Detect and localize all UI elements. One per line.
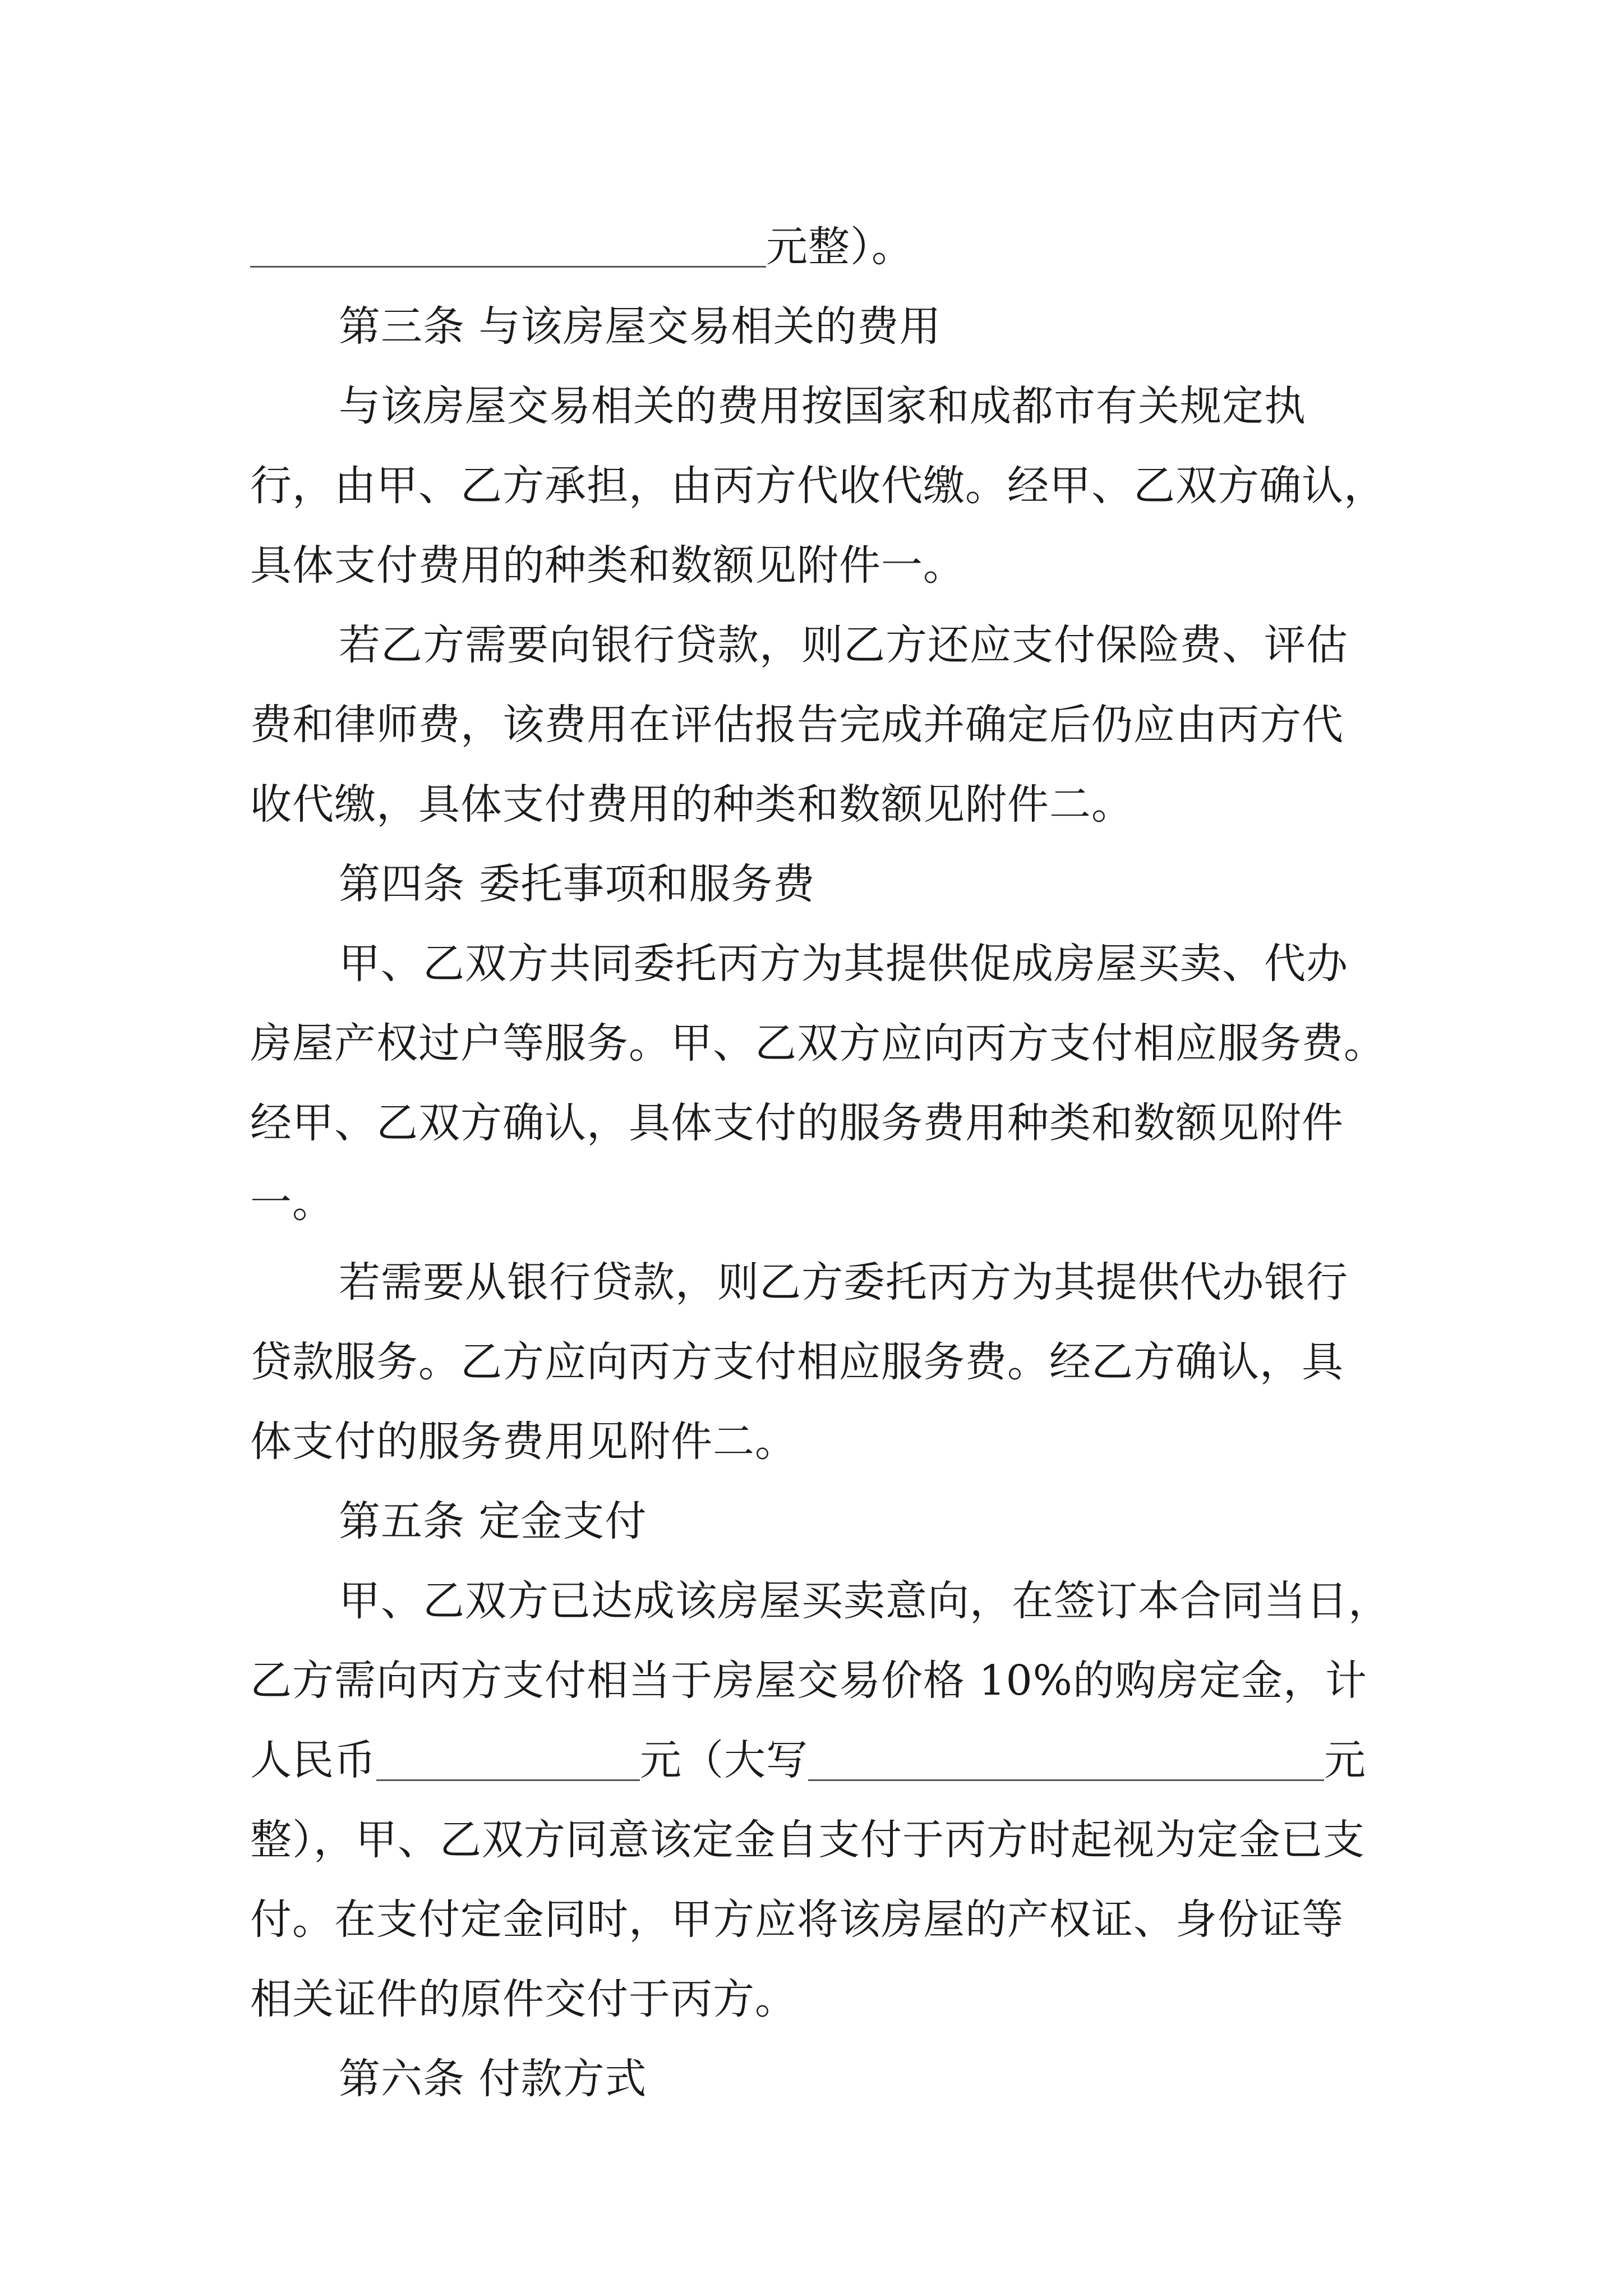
paragraph-line: 整），甲、乙双方同意该定金自支付于丙方时起视为定金已支 [250, 1816, 1365, 1864]
fill-in-blank-deposit-amount[interactable] [376, 1738, 640, 1781]
paragraph-line: 乙方需向丙方支付相当于房屋交易价格 10%的购房定金，计 [250, 1657, 1367, 1705]
text-fragment: 元（大写 [640, 1736, 808, 1784]
text-fragment: 人民币 [250, 1736, 376, 1784]
paragraph-line: 费和律师费，该费用在评估报告完成并确定后仍应由丙方代 [250, 701, 1344, 749]
article-heading-4: 第四条 委托事项和服务费 [339, 860, 815, 908]
paragraph-line: 若乙方需要向银行贷款，则乙方还应支付保险费、评估 [339, 621, 1348, 669]
fill-in-blank-deposit-words[interactable] [808, 1738, 1324, 1781]
text-fragment: 元 [1324, 1736, 1366, 1784]
article-heading-3: 第三条 与该房屋交易相关的费用 [339, 302, 942, 351]
fill-in-blank-amount-words[interactable] [250, 224, 766, 268]
paragraph-line: 一。 [250, 1179, 334, 1227]
paragraph-line: 经甲、乙双方确认，具体支付的服务费用种类和数额见附件 [250, 1099, 1344, 1147]
paragraph-line: 相关证件的原件交付于丙方。 [250, 1975, 797, 2023]
paragraph-line: 甲、乙双方已达成该房屋买卖意向，在签订本合同当日， [339, 1577, 1390, 1625]
paragraph-line: 甲、乙双方共同委托丙方为其提供促成房屋买卖、代办 [339, 940, 1348, 988]
paragraph-line: 若需要从银行贷款，则乙方委托丙方为其提供代办银行 [339, 1258, 1348, 1306]
text-line-amount-continuation [250, 219, 1383, 275]
paragraph-line: 房屋产权过户等服务。甲、乙双方应向丙方支付相应服务费。 [250, 1019, 1386, 1068]
paragraph-line: 收代缴，具体支付费用的种类和数额见附件二。 [250, 780, 1133, 829]
paragraph-line: 体支付的服务费用见附件二。 [250, 1418, 797, 1466]
article-heading-5: 第五条 定金支付 [339, 1497, 647, 1545]
paragraph-line: 付。在支付定金同时，甲方应将该房屋的产权证、身份证等 [250, 1895, 1344, 1944]
paragraph-line: 与该房屋交易相关的费用按国家和成都市有关规定执 [339, 382, 1306, 430]
paragraph-line: 贷款服务。乙方应向丙方支付相应服务费。经乙方确认，具 [250, 1338, 1344, 1386]
paragraph-line: 行，由甲、乙方承担，由丙方代收代缴。经甲、乙双方确认， [250, 462, 1386, 510]
deposit-amount-line [250, 1732, 1383, 1788]
text-fragment: 元整）。 [766, 223, 914, 271]
article-heading-6: 第六条 付款方式 [339, 2055, 647, 2103]
paragraph-line: 具体支付费用的种类和数额见附件一。 [250, 541, 965, 590]
